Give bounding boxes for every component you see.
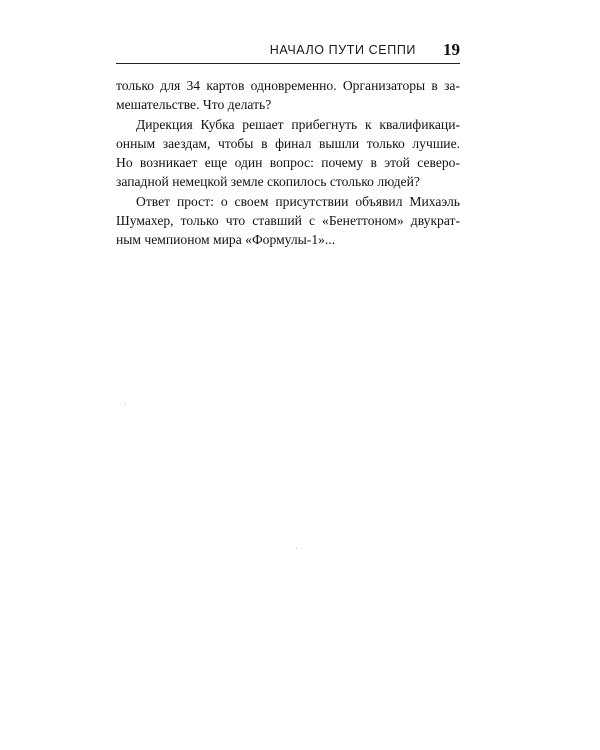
paragraph-2	[116, 115, 460, 192]
text-line: Но возникает еще один вопрос: почему в этой северо-	[116, 155, 460, 171]
text-line: Ответ прост: о своем присутствии объявил Михаэль	[136, 193, 460, 209]
header-rule	[116, 63, 460, 64]
page-number: 19	[443, 40, 460, 59]
paper-speck	[296, 548, 297, 549]
text-line: Дирекция Кубка решает прибегнуть к квалификаци-	[136, 116, 460, 132]
body-text	[116, 76, 460, 250]
chapter-title: НАЧАЛО ПУТИ СЕППИ	[269, 43, 416, 57]
text-line: мешательстве. Что делать?	[116, 97, 272, 113]
text-line: западной немецкой земле скопилось столько людей?	[116, 174, 420, 190]
paragraph-1	[116, 76, 460, 115]
text-line: Шумахер, только что ставший с «Бенеттоном» двукрат-	[116, 213, 460, 229]
text-line: ным чемпионом мира «Формулы-1»...	[116, 232, 336, 248]
text-line: только для 34 картов одновременно. Организаторы в за-	[116, 78, 460, 93]
text-line: онным заездам, чтобы в финал вышли только лучшие.	[116, 135, 460, 151]
paragraph-3	[116, 192, 460, 250]
running-head	[116, 40, 460, 64]
paper-speck	[125, 403, 126, 404]
